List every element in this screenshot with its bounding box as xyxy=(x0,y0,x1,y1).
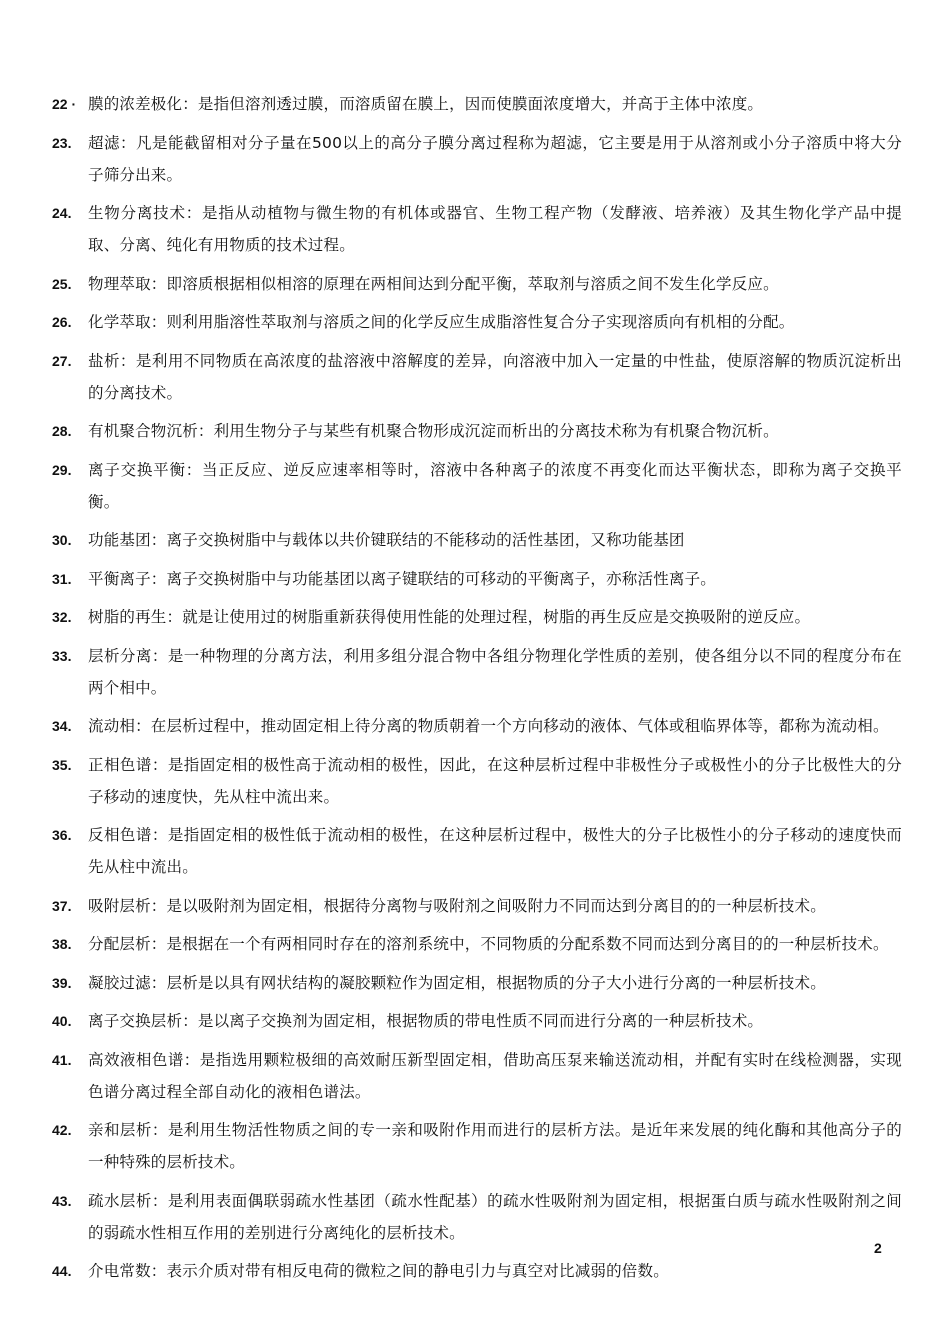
entry-text: 功能基团：离子交换树脂中与载体以共价键联结的不能移动的活性基团，又称功能基团 xyxy=(88,531,685,549)
entry-text: 有机聚合物沉析：利用生物分子与某些有机聚合物形成沉淀而析出的分离技术称为有机聚合物沉析。 xyxy=(88,422,779,440)
glossary-entry xyxy=(52,268,902,300)
entry-number: 29. xyxy=(52,461,72,478)
entry-number: 40. xyxy=(52,1013,72,1029)
entry-text: 盐析：是利用不同物质在高浓度的盐溶液中溶解度的差异，向溶液中加入一定量的中性盐，使原溶解的物质沉淀析出的分离技术。 xyxy=(88,351,902,402)
entry-text: 流动相：在层析过程中，推动固定相上待分离的物质朝着一个方向移动的液体、气体或租临界体等，都称为流动相。 xyxy=(88,717,889,735)
entry-text: 树脂的再生：就是让使用过的树脂重新获得使用性能的处理过程，树脂的再生反应是交换吸附的逆反应。 xyxy=(88,608,811,626)
entry-number: 38. xyxy=(52,936,72,952)
glossary-entry xyxy=(52,640,902,704)
entry-text: 离子交换平衡：当正反应、逆反应速率相等时，溶液中各种离子的浓度不再变化而达平衡状态，即称为离子交换平衡。 xyxy=(88,460,902,511)
glossary-entry xyxy=(52,563,902,595)
glossary-entry xyxy=(52,127,902,191)
glossary-entry xyxy=(52,710,902,742)
entry-number: 42. xyxy=(52,1122,72,1138)
entry-number: 33. xyxy=(52,647,72,664)
glossary-entry xyxy=(52,197,902,261)
entry-number: 39. xyxy=(52,974,72,991)
entry-text: 化学萃取：则利用脂溶性萃取剂与溶质之间的化学反应生成脂溶性复合分子实现溶质向有机相的分配。 xyxy=(88,313,795,331)
glossary-entry xyxy=(52,88,902,120)
glossary-entry xyxy=(52,1005,902,1037)
entry-number: 31. xyxy=(52,570,72,587)
glossary-entry xyxy=(52,967,902,999)
glossary-entry xyxy=(52,345,902,409)
glossary-entry xyxy=(52,454,902,518)
entry-number: 36. xyxy=(52,827,72,843)
entry-text: 吸附层析：是以吸附剂为固定相，根据待分离物与吸附剂之间吸附力不同而达到分离目的的一种层析技术。 xyxy=(88,896,826,915)
entry-number: 28. xyxy=(52,423,72,439)
entry-text: 膜的浓差极化：是指但溶剂透过膜，而溶质留在膜上，因而使膜面浓度增大，并高于主体中浓度。 xyxy=(88,95,764,113)
entry-text: 生物分离技术：是指从动植物与微生物的有机体或器官、生物工程产物（发酵液、培养液）及其生物化学产品中提取、分离、纯化有用物质的技术过程。 xyxy=(88,204,902,254)
entry-text: 疏水层析：是利用表面偶联弱疏水性基团（疏水性配基）的疏水性吸附剂为固定相，根据蛋白质与疏水性吸附剂之间的弱疏水性相互作用的差别进行分离纯化的层析技术。 xyxy=(88,1191,902,1242)
entry-text: 分配层析：是根据在一个有两相同时存在的溶剂系统中，不同物质的分配系数不同而达到分离目的的一种层析技术。 xyxy=(88,935,889,953)
glossary-entry xyxy=(52,601,902,633)
glossary-entry xyxy=(52,749,902,813)
glossary-entry xyxy=(52,819,902,883)
glossary-entry xyxy=(52,415,902,447)
entry-number: 32. xyxy=(52,609,72,625)
entry-text: 平衡离子：离子交换树脂中与功能基团以离子键联结的可移动的平衡离子，亦称活性离子。 xyxy=(88,569,717,588)
entry-text: 亲和层析：是利用生物活性物质之间的专一亲和吸附作用而进行的层析方法。是近年来发展的纯化酶和其他高分子的一种特殊的层析技术。 xyxy=(88,1121,902,1171)
entry-number: 26. xyxy=(52,314,72,330)
entry-text: 介电常数：表示介质对带有相反电荷的微粒之间的静电引力与真空对比减弱的倍数。 xyxy=(88,1262,669,1280)
entry-text: 凝胶过滤：层析是以具有网状结构的凝胶颗粒作为固定相，根据物质的分子大小进行分离的一种层析技术。 xyxy=(88,973,826,992)
entry-text: 正相色谱：是指固定相的极性高于流动相的极性，因此，在这种层析过程中非极性分子或极性小的分子比极性大的分子移动的速度快，先从柱中流出来。 xyxy=(88,755,902,806)
entry-number: 34. xyxy=(52,718,72,734)
entry-text: 反相色谱：是指固定相的极性低于流动相的极性，在这种层析过程中，极性大的分子比极性小的分子移动的速度快而先从柱中流出。 xyxy=(88,826,902,876)
entry-number: 24. xyxy=(52,205,72,221)
glossary-entry xyxy=(52,1185,902,1249)
entry-number: 22 · xyxy=(52,96,77,112)
entry-number: 23. xyxy=(52,134,72,151)
glossary-entry xyxy=(52,524,902,556)
entry-number: 44. xyxy=(52,1263,72,1279)
glossary-entry xyxy=(52,928,902,960)
entry-number: 37. xyxy=(52,897,72,914)
page-number: 2 xyxy=(874,1240,882,1256)
entry-text: 超滤：凡是能截留相对分子量在500以上的高分子膜分离过程称为超滤，它主要是用于从溶剂或小分子溶质中将大分子筛分出来。 xyxy=(88,133,902,184)
glossary-list xyxy=(52,88,902,1294)
entry-number: 41. xyxy=(52,1051,72,1068)
glossary-entry xyxy=(52,890,902,922)
glossary-entry xyxy=(52,1255,902,1287)
entry-text: 层析分离：是一种物理的分离方法，利用多组分混合物中各组分物理化学性质的差别，使各组分以不同的程度分布在两个相中。 xyxy=(88,646,902,697)
entry-number: 35. xyxy=(52,756,72,773)
entry-text: 物理萃取：即溶质根据相似相溶的原理在两相间达到分配平衡，萃取剂与溶质之间不发生化学反应。 xyxy=(88,274,779,293)
entry-text: 离子交换层析：是以离子交换剂为固定相，根据物质的带电性质不同而进行分离的一种层析技术。 xyxy=(88,1012,764,1030)
entry-number: 43. xyxy=(52,1192,72,1209)
entry-number: 27. xyxy=(52,352,72,369)
glossary-entry xyxy=(52,1044,902,1108)
glossary-entry xyxy=(52,306,902,338)
entry-number: 30. xyxy=(52,532,72,548)
entry-number: 25. xyxy=(52,275,72,292)
glossary-entry xyxy=(52,1114,902,1178)
entry-text: 高效液相色谱：是指选用颗粒极细的高效耐压新型固定相，借助高压泵来输送流动相，并配有实时在线检测器，实现色谱分离过程全部自动化的液相色谱法。 xyxy=(88,1050,902,1101)
